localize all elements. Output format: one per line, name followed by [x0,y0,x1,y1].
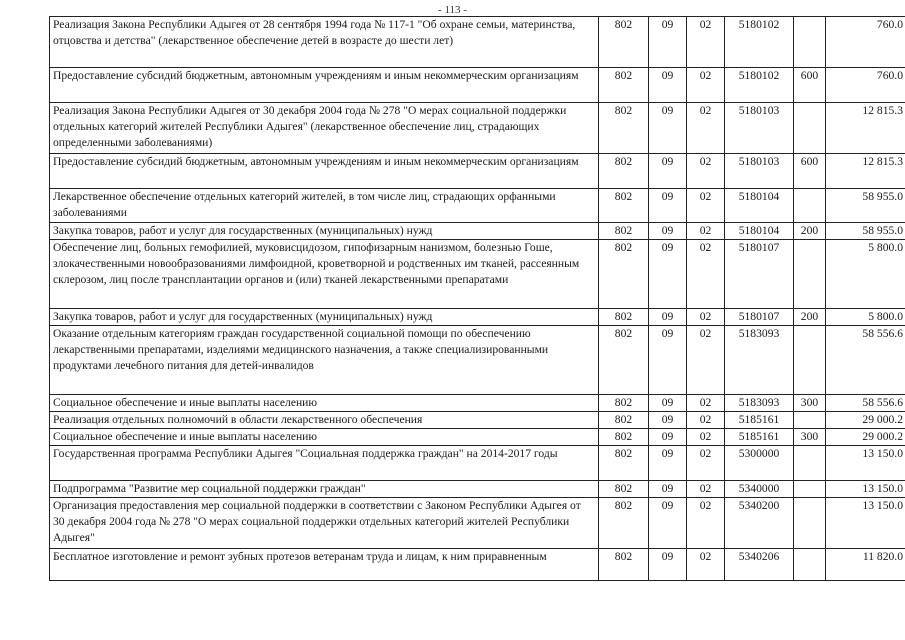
row-ministry-code: 802 [599,446,649,481]
budget-table [49,16,905,581]
row-section-code: 09 [649,68,687,103]
row-target-article: 5300000 [725,446,794,481]
row-section-code: 09 [649,17,687,68]
row-name-cell: Реализация Закона Республики Адыгея от 30 декабря 2004 года № 278 "О мерах социальной поддержки отдельных категорий жителей Республики Адыгея" (лекарственное обеспечение лиц, страдающих определенными заболеваниями) [50,103,599,154]
row-section-code: 09 [649,189,687,223]
row-expense-type: 600 [794,68,826,103]
row-target-article: 5183093 [725,395,794,412]
row-expense-type: 200 [794,309,826,326]
row-subsection-code: 02 [687,498,725,549]
row-name-cell: Обеспечение лиц, больных гемофилией, муковисцидозом, гипофизарным нанизмом, болезнью Гоше, злокачественными новообразованиями лимфоидной, кроветворной и родственных им тканей, рассеянным склерозом, лиц после трансплантации органов и (или) тканей лекарственными препаратами [50,240,599,309]
row-expense-type [794,240,826,309]
row-subsection-code: 02 [687,189,725,223]
row-target-article: 5185161 [725,429,794,446]
row-subsection-code: 02 [687,17,725,68]
row-target-article: 5340200 [725,498,794,549]
row-expense-type [794,17,826,68]
row-subsection-code: 02 [687,103,725,154]
table-row [50,154,905,189]
row-expense-type [794,326,826,395]
table-row [50,446,905,481]
row-subsection-code: 02 [687,429,725,446]
row-section-code: 09 [649,549,687,581]
table-row [50,309,905,326]
row-name-cell: Предоставление субсидий бюджетным, автономным учреждениям и иным некоммерческим организациям [50,68,599,103]
row-expense-type [794,189,826,223]
row-amount: 760.0 [826,68,905,103]
row-expense-type: 300 [794,395,826,412]
row-target-article: 5340000 [725,481,794,498]
row-subsection-code: 02 [687,154,725,189]
row-subsection-code: 02 [687,223,725,240]
row-expense-type: 600 [794,154,826,189]
row-amount: 12 815.3 [826,103,905,154]
table-row [50,240,905,309]
row-ministry-code: 802 [599,223,649,240]
row-ministry-code: 802 [599,549,649,581]
row-section-code: 09 [649,154,687,189]
row-ministry-code: 802 [599,189,649,223]
row-expense-type [794,103,826,154]
row-name-cell: Социальное обеспечение и иные выплаты населению [50,429,599,446]
row-section-code: 09 [649,395,687,412]
row-expense-type [794,498,826,549]
row-amount: 29 000.2 [826,412,905,429]
row-name-cell: Закупка товаров, работ и услуг для государственных (муниципальных) нужд [50,223,599,240]
row-name-cell: Подпрограмма "Развитие мер социальной поддержки граждан" [50,481,599,498]
row-amount: 58 556.6 [826,395,905,412]
row-ministry-code: 802 [599,309,649,326]
row-name-cell: Реализация Закона Республики Адыгея от 28 сентября 1994 года № 117-1 "Об охране семьи, материнства, отцовства и детства" (лекарственное обеспечение детей в возрасте до шести лет) [50,17,599,68]
row-section-code: 09 [649,481,687,498]
row-expense-type [794,549,826,581]
row-name-cell: Закупка товаров, работ и услуг для государственных (муниципальных) нужд [50,309,599,326]
row-subsection-code: 02 [687,395,725,412]
table-row [50,17,905,68]
row-section-code: 09 [649,309,687,326]
row-ministry-code: 802 [599,17,649,68]
row-name-cell: Государственная программа Республики Адыгея "Социальная поддержка граждан" на 2014-2017 годы [50,446,599,481]
row-amount: 29 000.2 [826,429,905,446]
table-row [50,429,905,446]
row-amount: 58 955.0 [826,189,905,223]
row-name-cell: Социальное обеспечение и иные выплаты населению [50,395,599,412]
row-amount: 13 150.0 [826,498,905,549]
row-target-article: 5185161 [725,412,794,429]
table-row [50,549,905,581]
table-row [50,103,905,154]
row-ministry-code: 802 [599,154,649,189]
row-section-code: 09 [649,223,687,240]
table-row [50,412,905,429]
row-subsection-code: 02 [687,240,725,309]
row-subsection-code: 02 [687,549,725,581]
row-ministry-code: 802 [599,498,649,549]
row-section-code: 09 [649,498,687,549]
table-row [50,326,905,395]
row-amount: 58 556.6 [826,326,905,395]
row-name-cell: Лекарственное обеспечение отдельных категорий жителей, в том числе лиц, страдающих орфанными заболеваниями [50,189,599,223]
row-amount: 13 150.0 [826,446,905,481]
row-ministry-code: 802 [599,103,649,154]
row-name-cell: Оказание отдельным категориям граждан государственной социальной помощи по обеспечению лекарственными препаратами, изделиями медицинского назначения, а также специализированными продуктами лечебного питания для детей-инвалидов [50,326,599,395]
row-subsection-code: 02 [687,446,725,481]
row-target-article: 5180104 [725,189,794,223]
row-target-article: 5340206 [725,549,794,581]
row-ministry-code: 802 [599,68,649,103]
row-target-article: 5183093 [725,326,794,395]
row-expense-type: 300 [794,429,826,446]
budget-table-body [50,17,905,581]
row-target-article: 5180107 [725,309,794,326]
row-name-cell: Организация предоставления мер социальной поддержки в соответствии с Законом Республики Адыгея от 30 декабря 2004 года № 278 "О мерах социальной поддержки отдельных категорий жителей Республики Адыгея" [50,498,599,549]
row-amount: 12 815.3 [826,154,905,189]
row-ministry-code: 802 [599,240,649,309]
row-expense-type [794,412,826,429]
table-row [50,68,905,103]
row-target-article: 5180103 [725,154,794,189]
row-name-cell: Реализация отдельных полномочий в области лекарственного обеспечения [50,412,599,429]
row-name-cell: Предоставление субсидий бюджетным, автономным учреждениям и иным некоммерческим организациям [50,154,599,189]
row-subsection-code: 02 [687,412,725,429]
table-row [50,395,905,412]
row-subsection-code: 02 [687,326,725,395]
row-ministry-code: 802 [599,481,649,498]
row-section-code: 09 [649,446,687,481]
row-amount: 11 820.0 [826,549,905,581]
page-number: - 113 - [438,4,467,16]
row-section-code: 09 [649,326,687,395]
table-row [50,189,905,223]
row-ministry-code: 802 [599,429,649,446]
row-ministry-code: 802 [599,412,649,429]
row-section-code: 09 [649,412,687,429]
row-section-code: 09 [649,103,687,154]
row-subsection-code: 02 [687,309,725,326]
table-row [50,498,905,549]
row-target-article: 5180103 [725,103,794,154]
row-ministry-code: 802 [599,326,649,395]
table-row [50,223,905,240]
row-amount: 58 955.0 [826,223,905,240]
row-amount: 5 800.0 [826,309,905,326]
row-target-article: 5180107 [725,240,794,309]
row-target-article: 5180102 [725,68,794,103]
row-ministry-code: 802 [599,395,649,412]
row-expense-type [794,446,826,481]
row-target-article: 5180104 [725,223,794,240]
row-amount: 13 150.0 [826,481,905,498]
row-expense-type [794,481,826,498]
row-section-code: 09 [649,240,687,309]
table-row [50,481,905,498]
row-target-article: 5180102 [725,17,794,68]
row-subsection-code: 02 [687,68,725,103]
row-section-code: 09 [649,429,687,446]
row-name-cell: Бесплатное изготовление и ремонт зубных протезов ветеранам труда и лицам, к ним приравненным [50,549,599,581]
row-amount: 5 800.0 [826,240,905,309]
row-expense-type: 200 [794,223,826,240]
row-subsection-code: 02 [687,481,725,498]
row-amount: 760.0 [826,17,905,68]
